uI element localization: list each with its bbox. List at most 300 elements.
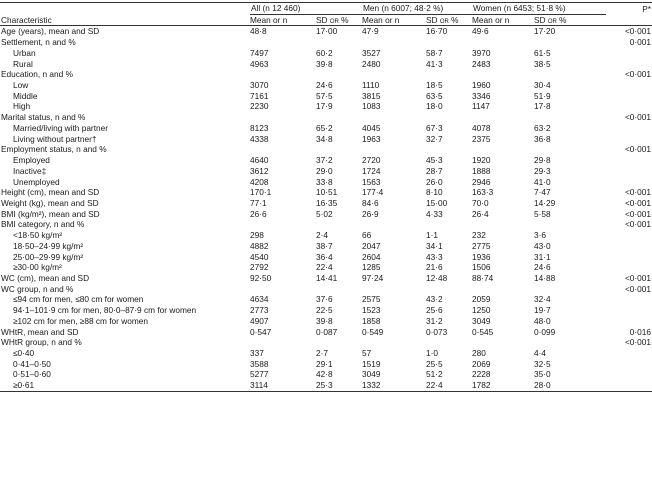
all-mean-cell: 3114 [250, 380, 316, 391]
all-mean-cell [250, 69, 316, 80]
women-mean-cell [472, 112, 534, 123]
men-mean-cell: 2604 [362, 251, 381, 262]
p-value-cell [606, 59, 652, 70]
men-mean-cell: 2480 [362, 58, 381, 69]
table-row [0, 209, 652, 220]
all-sd-cell: 22·5 [316, 305, 333, 316]
row-label: WC group, n and % [1, 283, 74, 294]
men-mean-cell: 2720 [362, 155, 381, 166]
row-label: Rural [13, 58, 33, 69]
characteristics-table [0, 2, 652, 392]
men-mean-cell: 1110 [362, 80, 380, 91]
men-mean-cell: 84·6 [362, 197, 379, 208]
women-sd-cell: 31·1 [534, 251, 551, 262]
women-mean-cell: 3346 [472, 90, 491, 101]
women-mean-header: Mean or n [472, 14, 534, 26]
men-mean-cell: 1563 [362, 176, 381, 187]
row-label: ≥30·00 kg/m² [13, 262, 62, 273]
all-sd-cell: 2·7 [316, 348, 328, 358]
women-mean-cell: 26·4 [472, 208, 489, 219]
women-mean-cell: 2069 [472, 358, 491, 369]
men-mean-cell: 0·549 [362, 326, 384, 337]
table-row [0, 294, 652, 305]
women-sd-cell: 36·8 [534, 133, 551, 144]
table-body [0, 26, 652, 391]
men-mean-cell [362, 112, 426, 123]
women-mean-cell: 232 [472, 230, 486, 241]
women-sd-cell: 30·4 [534, 80, 551, 91]
women-sd-cell: 32·5 [534, 358, 551, 369]
all-sd-cell: 37·2 [316, 155, 333, 166]
p-value-cell: 0·001 [629, 37, 652, 48]
table-row [0, 37, 652, 48]
table-row [0, 123, 652, 134]
women-mean-cell: 2228 [472, 369, 491, 380]
women-sd-cell: 51·9 [534, 90, 551, 101]
all-mean-cell: 3588 [250, 358, 269, 369]
all-mean-cell: 2792 [250, 262, 269, 273]
table-row [0, 26, 652, 37]
all-sd-cell: 5·02 [316, 208, 333, 219]
all-sd-cell [316, 112, 362, 123]
women-mean-cell: 2483 [472, 58, 491, 69]
row-label: Middle [13, 90, 38, 101]
women-mean-cell: 1920 [472, 155, 491, 166]
p-value-cell [606, 166, 652, 177]
men-mean-cell: 4045 [362, 122, 381, 133]
women-mean-cell: 1936 [472, 251, 491, 262]
all-mean-cell: 7161 [250, 90, 269, 101]
men-mean-cell: 97·24 [362, 272, 384, 283]
women-sd-cell: 4·4 [534, 348, 547, 358]
table-row [0, 348, 652, 359]
all-sd-cell [316, 219, 362, 230]
women-mean-cell: 1250 [472, 305, 491, 316]
all-mean-cell: 0·547 [250, 326, 272, 337]
table-row [0, 273, 652, 284]
row-label: BMI category, n and % [1, 219, 85, 230]
women-sd-cell [534, 112, 606, 123]
women-sd-cell [534, 69, 606, 80]
table-row [0, 134, 652, 145]
table-row [0, 369, 652, 380]
table-row [0, 144, 652, 155]
men-mean-cell: 47·9 [362, 26, 379, 37]
table-row [0, 327, 652, 338]
women-sd-cell: 28·0 [534, 380, 606, 391]
all-sd-cell [316, 284, 362, 295]
men-sd-cell [426, 37, 472, 48]
group-men: Men (n 6007; 48·2 %) [362, 3, 472, 15]
row-label: 25·00–29·99 kg/m² [13, 251, 84, 262]
men-mean-cell: 1083 [362, 101, 381, 112]
p-value-cell [606, 359, 652, 370]
men-sd-cell: 67·3 [426, 122, 443, 133]
table-row [0, 48, 652, 59]
women-mean-cell [472, 69, 534, 80]
men-sd-cell: 18·5 [426, 80, 443, 91]
men-mean-cell: 66 [362, 230, 372, 241]
women-sd-cell: 48·0 [534, 315, 551, 326]
table-row [0, 198, 652, 209]
p-value-cell [606, 134, 652, 145]
men-mean-cell: 1724 [362, 165, 381, 176]
men-sd-header: SD or % [426, 14, 472, 26]
men-sd-cell [426, 69, 472, 80]
all-sd-cell: 10·51 [316, 187, 338, 198]
women-mean-cell [472, 144, 534, 155]
row-label: Married/living with partner [13, 122, 108, 133]
women-mean-cell: 2775 [472, 240, 491, 251]
women-sd-cell: 14·29 [534, 197, 556, 208]
all-mean-cell: 4634 [250, 294, 269, 305]
p-value-cell: <0·001 [624, 337, 652, 348]
all-sd-cell: 14·41 [316, 272, 338, 283]
table-row [0, 166, 652, 177]
women-mean-cell: 1888 [472, 165, 491, 176]
men-sd-cell [426, 112, 472, 123]
all-sd-cell: 2·4 [316, 230, 328, 241]
men-sd-cell: 1·0 [426, 348, 439, 358]
men-sd-cell [426, 337, 472, 348]
row-label: Low [13, 80, 29, 91]
p-value-cell [606, 177, 652, 188]
row-label: Settlement, n and % [1, 37, 76, 48]
all-sd-cell [316, 144, 362, 155]
p-value-cell [606, 155, 652, 166]
men-sd-cell: 31·2 [426, 315, 443, 326]
table-row [0, 219, 652, 230]
women-sd-cell: 0·099 [534, 326, 556, 337]
women-mean-cell: 49·6 [472, 26, 489, 37]
row-label: WHtR group, n and % [1, 337, 82, 348]
row-label: 0·51–0·60 [13, 369, 51, 380]
all-sd-cell: 57·5 [316, 90, 333, 101]
all-sd-header: SD or % [316, 14, 362, 26]
all-sd-cell: 42·8 [316, 369, 333, 380]
all-mean-cell: 298 [250, 230, 264, 241]
row-label: BMI (kg/m²), mean and SD [1, 208, 100, 219]
row-label: Unemployed [13, 176, 60, 187]
men-sd-cell [426, 144, 472, 155]
women-sd-cell: 17·8 [534, 101, 551, 112]
p-value-cell: <0·001 [624, 208, 652, 219]
women-sd-cell [534, 144, 606, 155]
all-sd-cell: 65·2 [316, 122, 333, 133]
all-sd-cell: 24·6 [316, 80, 333, 91]
all-sd-cell [316, 337, 362, 348]
p-value-cell: <0·001 [624, 219, 652, 230]
all-mean-cell: 7497 [250, 47, 269, 58]
men-sd-cell: 51·2 [426, 369, 443, 380]
women-mean-cell: 3049 [472, 315, 491, 326]
women-sd-cell: 61·5 [534, 47, 551, 58]
women-mean-cell: 70·0 [472, 197, 489, 208]
row-label: Marital status, n and % [1, 112, 86, 123]
table-row [0, 316, 652, 327]
women-mean-cell: 2375 [472, 133, 491, 144]
all-mean-cell [250, 37, 316, 48]
row-label: 94·1–101·9 cm for men, 80·0–87·9 cm for women [13, 305, 197, 316]
women-mean-cell: 2059 [472, 294, 491, 305]
women-mean-cell: 280 [472, 348, 486, 358]
row-label: ≤0·40 [13, 348, 35, 358]
women-sd-cell [534, 337, 606, 348]
women-sd-cell: 29·3 [534, 165, 551, 176]
p-blank-header [606, 14, 652, 26]
all-sd-cell [316, 37, 362, 48]
women-sd-cell [534, 219, 606, 230]
men-mean-cell: 1858 [362, 315, 381, 326]
p-value-cell [606, 80, 652, 91]
men-mean-cell [362, 337, 426, 348]
row-label: Age (years), mean and SD [1, 26, 100, 37]
women-mean-cell: 0·545 [472, 326, 494, 337]
p-value-cell: <0·001 [624, 187, 652, 198]
all-sd-cell: 17·9 [316, 101, 333, 112]
table-row [0, 177, 652, 188]
all-mean-cell: 4338 [250, 133, 269, 144]
women-sd-cell: 3·6 [534, 230, 547, 241]
p-value-cell [606, 101, 652, 112]
p-value-cell: <0·001 [624, 26, 652, 37]
table-row [0, 359, 652, 370]
group-header-row [0, 3, 652, 15]
p-value-cell [606, 48, 652, 59]
women-sd-cell: 38·5 [534, 58, 551, 69]
men-mean-cell: 1523 [362, 305, 381, 316]
men-mean-cell [362, 69, 426, 80]
all-sd-cell: 39·8 [316, 315, 333, 326]
women-sd-cell: 24·6 [534, 262, 551, 273]
women-sd-cell: 63·2 [534, 122, 551, 133]
all-sd-cell: 29·0 [316, 165, 333, 176]
all-mean-cell: 337 [250, 348, 264, 358]
men-sd-cell: 28·7 [426, 165, 443, 176]
group-women: Women (n 6453; 51·8 %) [472, 3, 606, 15]
table-row [0, 305, 652, 316]
men-sd-cell: 1·1 [426, 230, 439, 241]
table-row [0, 101, 652, 112]
all-sd-cell [316, 69, 362, 80]
p-value-cell [606, 252, 652, 263]
women-sd-header: SD or % [534, 14, 606, 26]
all-mean-cell [250, 337, 316, 348]
all-mean-cell: 4208 [250, 176, 269, 187]
characteristic-header: Characteristic [0, 14, 250, 26]
women-mean-cell: 2946 [472, 176, 491, 187]
table-row [0, 241, 652, 252]
column-header-row [0, 14, 652, 26]
p-value-cell: <0·001 [624, 144, 652, 155]
p-value-cell [606, 369, 652, 380]
all-sd-cell: 38·7 [316, 240, 333, 251]
women-mean-cell [472, 219, 534, 230]
women-sd-cell: 5·58 [534, 208, 551, 219]
men-sd-cell: 43·3 [426, 251, 443, 262]
all-sd-cell: 60·2 [316, 47, 333, 58]
all-mean-cell: 3070 [250, 80, 269, 91]
row-label: Urban [13, 47, 36, 58]
row-label: ≤94 cm for men, ≤80 cm for women [13, 294, 144, 305]
men-mean-cell [362, 144, 426, 155]
men-sd-cell [426, 284, 472, 295]
men-sd-cell: 58·7 [426, 47, 443, 58]
all-mean-cell: 4640 [250, 155, 269, 166]
row-label: ≥102 cm for men, ≥88 cm for women [13, 315, 148, 326]
all-sd-cell: 39·8 [316, 58, 333, 69]
table-row [0, 112, 652, 123]
all-sd-cell: 17·00 [316, 26, 338, 37]
all-mean-cell: 5277 [250, 369, 269, 380]
men-mean-cell [362, 284, 426, 295]
women-mean-cell: 1960 [472, 80, 491, 91]
women-sd-cell: 29·8 [534, 155, 551, 166]
men-sd-cell: 0·073 [426, 326, 448, 337]
all-mean-cell [250, 144, 316, 155]
p-value-cell [606, 380, 652, 391]
women-mean-cell [472, 284, 534, 295]
row-label: ≥0·61 [0, 380, 250, 391]
row-label: 0·41–0·50 [13, 358, 51, 369]
men-mean-cell: 1963 [362, 133, 381, 144]
p-value-cell: <0·001 [624, 69, 652, 80]
all-sd-cell: 25·3 [316, 380, 362, 391]
row-label: WC (cm), mean and SD [1, 272, 90, 283]
all-sd-cell: 22·4 [316, 262, 333, 273]
p-value-cell [606, 294, 652, 305]
row-label: Employed [13, 155, 50, 166]
men-sd-cell: 45·3 [426, 155, 443, 166]
all-mean-cell: 8123 [250, 122, 269, 133]
men-sd-cell: 32·7 [426, 133, 443, 144]
women-sd-cell: 7·47 [534, 187, 551, 198]
all-mean-cell: 77·1 [250, 197, 267, 208]
row-label: 18·50–24·99 kg/m² [13, 240, 84, 251]
p-value-cell [606, 262, 652, 273]
women-sd-cell: 17·20 [534, 26, 556, 37]
all-mean-cell: 4882 [250, 240, 269, 251]
row-label: Height (cm), mean and SD [1, 187, 100, 198]
all-sd-cell: 16·35 [316, 197, 338, 208]
table-row [0, 262, 652, 273]
men-mean-cell [362, 219, 426, 230]
women-sd-cell: 41·0 [534, 176, 551, 187]
table-row [0, 284, 652, 295]
all-mean-cell: 26·6 [250, 208, 267, 219]
women-sd-cell: 14·88 [534, 272, 556, 283]
all-mean-cell: 92·50 [250, 272, 272, 283]
all-sd-cell: 33·8 [316, 176, 333, 187]
men-sd-cell: 26·0 [426, 176, 443, 187]
men-mean-cell: 57 [362, 348, 372, 358]
p-value-cell [606, 241, 652, 252]
men-sd-cell: 8·10 [426, 187, 443, 198]
all-mean-cell [250, 112, 316, 123]
men-sd-cell: 43·2 [426, 294, 443, 305]
table-row [0, 69, 652, 80]
p-value-cell [606, 348, 652, 359]
women-mean-cell: 3970 [472, 47, 491, 58]
p-value-cell: 0·016 [629, 326, 652, 337]
women-mean-cell [472, 37, 534, 48]
women-sd-cell [534, 37, 606, 48]
women-sd-cell: 32·4 [534, 294, 551, 305]
women-mean-cell [472, 337, 534, 348]
men-sd-cell: 16·70 [426, 26, 448, 37]
women-sd-cell: 43·0 [534, 240, 551, 251]
men-mean-cell: 3815 [362, 90, 381, 101]
men-sd-cell: 25·5 [426, 358, 443, 369]
men-sd-cell: 12·48 [426, 272, 448, 283]
women-mean-cell: 163·3 [472, 187, 494, 198]
men-mean-header: Mean or n [362, 14, 426, 26]
men-sd-cell: 41·3 [426, 58, 443, 69]
table-row [0, 230, 652, 241]
women-mean-cell: 88·74 [472, 272, 494, 283]
table-row [0, 155, 652, 166]
all-sd-cell: 36·4 [316, 251, 333, 262]
table-row [0, 252, 652, 263]
all-mean-header: Mean or n [250, 14, 316, 26]
women-sd-cell [534, 284, 606, 295]
men-sd-cell: 25·6 [426, 305, 443, 316]
table-row [0, 59, 652, 70]
row-label: Living without partner† [13, 133, 97, 144]
table-row [0, 380, 652, 391]
men-sd-cell: 15·00 [426, 197, 448, 208]
men-mean-cell: 1332 [362, 380, 426, 391]
men-sd-cell: 22·4 [426, 380, 472, 391]
row-label: <18·50 kg/m² [13, 230, 63, 241]
men-mean-cell: 2575 [362, 294, 381, 305]
men-mean-cell: 177·4 [362, 187, 384, 198]
p-value-cell [606, 91, 652, 102]
women-mean-cell: 1506 [472, 262, 491, 273]
all-sd-cell: 0·087 [316, 326, 338, 337]
all-mean-cell: 4907 [250, 315, 269, 326]
p-value-cell [606, 316, 652, 327]
row-label: Employment status, n and % [1, 144, 107, 155]
men-mean-cell: 1519 [362, 358, 381, 369]
p-value-cell [606, 230, 652, 241]
men-sd-cell: 63·5 [426, 90, 443, 101]
men-mean-cell: 1285 [362, 262, 381, 273]
p-value-cell: <0·001 [624, 112, 652, 123]
row-label: Weight (kg), mean and SD [1, 197, 99, 208]
women-sd-cell: 35·0 [534, 369, 551, 380]
men-sd-cell [426, 219, 472, 230]
table-row [0, 80, 652, 91]
all-sd-cell: 37·6 [316, 294, 333, 305]
women-mean-cell: 1147 [472, 101, 490, 112]
table-row [0, 187, 652, 198]
p-value-cell: <0·001 [624, 283, 652, 294]
all-mean-cell: 3612 [250, 165, 269, 176]
p-value-cell: <0·001 [624, 197, 652, 208]
women-mean-cell: 1782 [472, 380, 534, 391]
group-all: All (n 12 460) [250, 3, 362, 15]
all-sd-cell: 29·1 [316, 358, 333, 369]
women-mean-cell: 4078 [472, 122, 491, 133]
men-sd-cell: 4·33 [426, 208, 443, 219]
men-mean-cell: 26·9 [362, 208, 379, 219]
p-value-cell [606, 123, 652, 134]
women-sd-cell: 19·7 [534, 305, 551, 316]
p-value-cell [606, 305, 652, 316]
row-label: WHtR, mean and SD [1, 326, 79, 337]
men-mean-cell: 2047 [362, 240, 381, 251]
